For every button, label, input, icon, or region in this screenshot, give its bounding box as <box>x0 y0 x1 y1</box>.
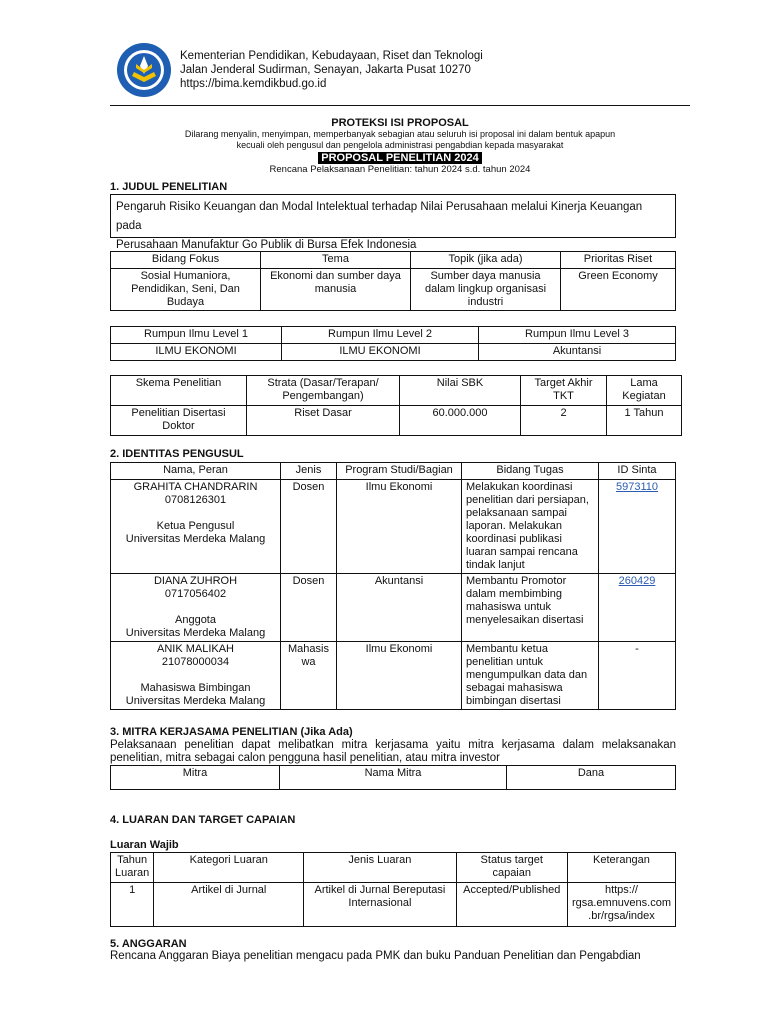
protection-title: PROTEKSI ISI PROPOSAL <box>331 117 469 129</box>
member-prodi: Akuntansi <box>337 574 462 642</box>
mitra-text: Pelaksanaan penelitian dapat melibatkan mitra kerjasama yaitu mitra kerjasama dalam melaksanakan penelitian, mitra sebagai calon pengguna hasil penelitian, atau mitra investor <box>110 739 676 764</box>
th-tahun: Tahun Luaran <box>111 853 154 883</box>
th-prodi: Program Studi/Bagian <box>337 463 462 480</box>
th-dana: Dana <box>507 766 676 790</box>
member-tugas: Membantu Promotor dalam membimbing mahasiswa untuk menyelesaikan disertasi <box>462 574 599 642</box>
td-lama: 1 Tahun <box>607 406 682 436</box>
member-tugas: Membantu ketua penelitian untuk mengumpulkan data dan sebagai mahasiswa bimbingan disertasi <box>462 642 599 710</box>
td-prioritas: Green Economy <box>561 269 676 311</box>
member-jenis: Dosen <box>281 480 337 574</box>
td-keterangan: https:// rgsa.emnuvens.com .br/rgsa/index <box>567 883 675 927</box>
td-jenis-luaran: Artikel di Jurnal Bereputasi Internasional <box>304 883 456 927</box>
luaran-table <box>110 852 676 927</box>
sinta-link[interactable]: 260429 <box>618 575 656 587</box>
table-row <box>111 574 676 642</box>
section-2-title: 2. IDENTITAS PENGUSUL <box>110 448 244 460</box>
member-sinta: - <box>599 642 676 710</box>
th-tugas: Bidang Tugas <box>462 463 599 480</box>
member-name: ANIK MALIKAH <box>156 643 235 655</box>
th-tema: Tema <box>261 252 411 269</box>
section-5-title: 5. ANGGARAN <box>110 938 187 950</box>
td-strata: Riset Dasar <box>247 406 400 436</box>
member-cell <box>111 574 281 642</box>
th-status: Status target capaian <box>456 853 567 883</box>
th-skema: Skema Penelitian <box>111 376 247 406</box>
pengusul-table <box>110 462 676 710</box>
th-prioritas: Prioritas Riset <box>561 252 676 269</box>
td-topik: Sumber daya manusia dalam lingkup organisasi industri <box>411 269 561 311</box>
th-kategori: Kategori Luaran <box>154 853 304 883</box>
focus-table <box>110 251 676 311</box>
th-rumpun-1: Rumpun Ilmu Level 1 <box>111 327 282 344</box>
member-name: DIANA ZUHROH <box>153 575 238 587</box>
member-inst: Universitas Merdeka Malang <box>125 627 266 639</box>
member-cell <box>111 642 281 710</box>
protection-line1: Dilarang menyalin, menyimpan, memperbanyak sebagian atau seluruh isi proposal ini dalam bentuk apapun <box>184 129 616 139</box>
section-4-title: 4. LUARAN DAN TARGET CAPAIAN <box>110 814 296 826</box>
header-address: Jalan Jenderal Sudirman, Senayan, Jakarta Pusat 10270 <box>180 64 471 76</box>
section-3-title: 3. MITRA KERJASAMA PENELITIAN (Jika Ada) <box>110 726 353 738</box>
th-nama: Nama, Peran <box>111 463 281 480</box>
table-row <box>111 480 676 574</box>
td-rumpun-1: ILMU EKONOMI <box>111 344 282 361</box>
th-jenis-luaran: Jenis Luaran <box>304 853 456 883</box>
member-role: Anggota <box>175 614 216 626</box>
th-keterangan: Keterangan <box>567 853 675 883</box>
header-url[interactable]: https://bima.kemdikbud.go.id <box>180 78 327 90</box>
rumpun-table <box>110 326 676 361</box>
td-status: Accepted/Published <box>456 883 567 927</box>
th-sinta: ID Sinta <box>599 463 676 480</box>
plan-text: Rencana Pelaksanaan Penelitian: tahun 2024 s.d. tahun 2024 <box>269 164 531 175</box>
member-inst: Universitas Merdeka Malang <box>125 695 266 707</box>
member-inst: Universitas Merdeka Malang <box>125 533 266 545</box>
table-row <box>111 642 676 710</box>
td-rumpun-3: Akuntansi <box>479 344 676 361</box>
judul-line1: Pengaruh Risiko Keuangan dan Modal Intelektual terhadap Nilai Perusahaan melalui Kinerja Keuangan pada <box>116 201 643 232</box>
th-bidang-fokus: Bidang Fokus <box>111 252 261 269</box>
th-topik: Topik (jika ada) <box>411 252 561 269</box>
member-id: 0708126301 <box>164 494 227 506</box>
td-tkt: 2 <box>521 406 607 436</box>
td-rumpun-2: ILMU EKONOMI <box>282 344 479 361</box>
th-lama: Lama Kegiatan <box>607 376 682 406</box>
th-strata: Strata (Dasar/Terapan/ Pengembangan) <box>247 376 400 406</box>
td-bidang-fokus: Sosial Humaniora, Pendidikan, Seni, Dan Budaya <box>111 269 261 311</box>
skema-table <box>110 375 682 436</box>
member-jenis: Dosen <box>281 574 337 642</box>
luaran-wajib-title: Luaran Wajib <box>110 839 179 851</box>
member-prodi: Ilmu Ekonomi <box>337 480 462 574</box>
member-tugas: Melakukan koordinasi penelitian dari persiapan, pelaksanaan sampai laporan. Melakukan koordinasi publikasi luaran sampai rencana tindak lanjut <box>462 480 599 574</box>
header-divider <box>110 105 690 106</box>
member-jenis: Mahasis wa <box>281 642 337 710</box>
member-cell <box>111 480 281 574</box>
th-rumpun-2: Rumpun Ilmu Level 2 <box>282 327 479 344</box>
member-prodi: Ilmu Ekonomi <box>337 642 462 710</box>
header-ministry: Kementerian Pendidikan, Kebudayaan, Riset dan Teknologi <box>180 50 483 62</box>
td-nilai-sbk: 60.000.000 <box>400 406 521 436</box>
th-nama-mitra: Nama Mitra <box>280 766 507 790</box>
th-jenis: Jenis <box>281 463 337 480</box>
td-tahun: 1 <box>111 883 154 927</box>
judul-box <box>110 194 676 251</box>
member-role: Mahasiswa Bimbingan <box>140 682 251 694</box>
protection-line2: kecuali oleh pengusul dan pengelola administrasi pengabdian kepada masyarakat <box>236 140 564 150</box>
member-role: Ketua Pengusul <box>156 520 235 532</box>
th-rumpun-3: Rumpun Ilmu Level 3 <box>479 327 676 344</box>
sinta-link[interactable]: 5973110 <box>615 481 658 493</box>
td-kategori: Artikel di Jurnal <box>154 883 304 927</box>
td-tema: Ekonomi dan sumber daya manusia <box>261 269 411 311</box>
proposal-badge: PROPOSAL PENELITIAN 2024 <box>318 152 482 164</box>
th-mitra: Mitra <box>111 766 280 790</box>
member-name: GRAHITA CHANDRARIN <box>133 481 258 493</box>
mitra-table <box>110 765 676 790</box>
kemdikbud-logo <box>116 42 172 98</box>
anggaran-text: Rencana Anggaran Biaya penelitian mengacu pada PMK dan buku Panduan Penelitian dan Pengabdian <box>110 950 641 962</box>
th-tkt: Target Akhir TKT <box>521 376 607 406</box>
member-id: 0717056402 <box>164 588 227 600</box>
member-id: 21078000034 <box>161 656 230 668</box>
th-nilai-sbk: Nilai SBK <box>400 376 521 406</box>
section-1-title: 1. JUDUL PENELITIAN <box>110 181 228 193</box>
judul-line2: Perusahaan Manufaktur Go Publik di Bursa Efek Indonesia <box>116 239 417 251</box>
td-skema: Penelitian Disertasi Doktor <box>111 406 247 436</box>
